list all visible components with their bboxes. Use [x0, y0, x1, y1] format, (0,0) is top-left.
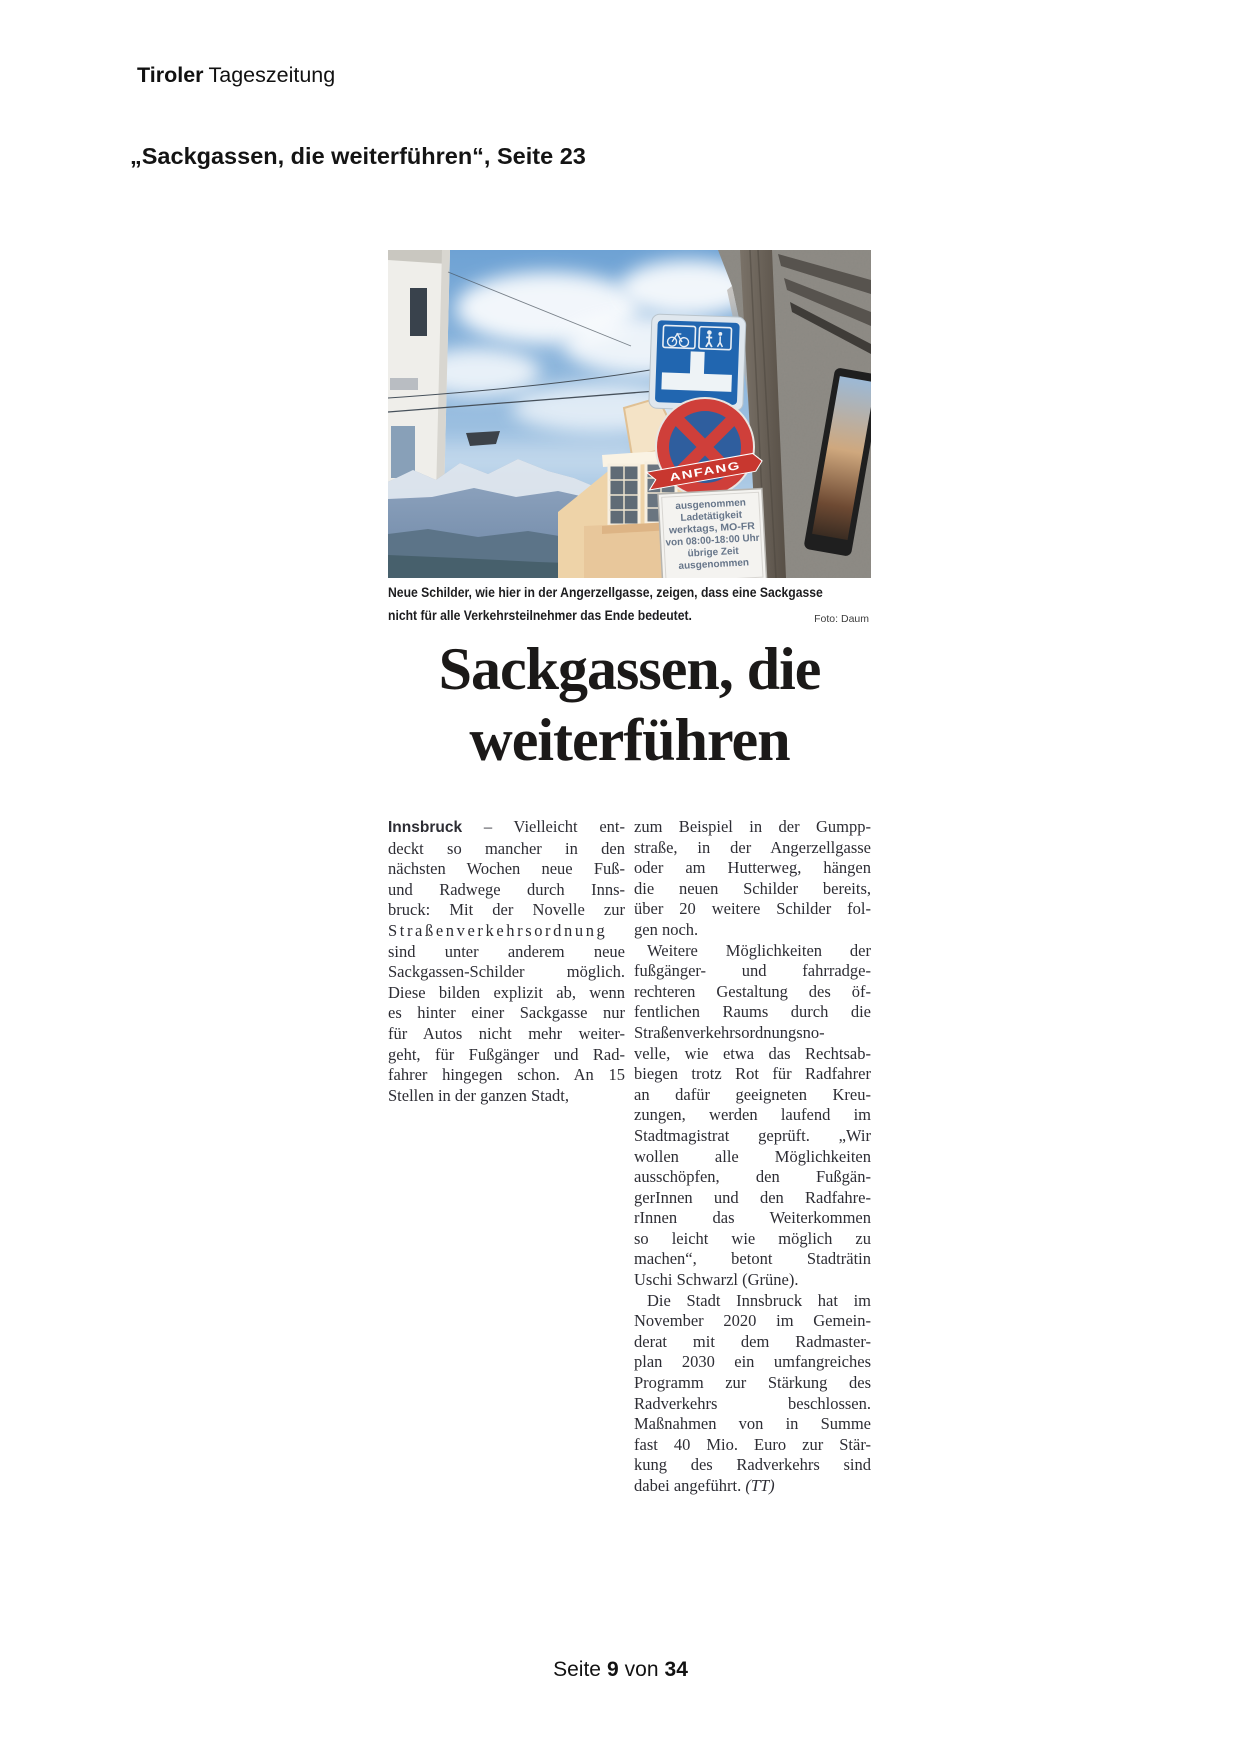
article-text-line: Stellen in der ganzen Stadt,	[388, 1085, 569, 1105]
masthead-title: Tageszeitung	[208, 63, 336, 87]
article-text-line: rInnen das Weiterkommen	[634, 1208, 871, 1228]
article-body	[388, 817, 871, 1517]
article-text-line: Diese bilden explizit ab, wenn	[388, 982, 625, 1002]
anfang-label: ANFANG	[668, 463, 723, 485]
article-text-line: Programm zur Stärkung des	[634, 1373, 871, 1393]
article-text-line: derat mit dem Radmaster-	[634, 1331, 871, 1351]
photo-caption-line: nicht für alle Verkehrsteilnehmer das Ende bedeutet.	[388, 607, 692, 623]
article-headline	[388, 634, 871, 776]
article-text-line: Straßenverkehrsordnungsno-	[634, 1022, 825, 1042]
article-text-line: Innsbruck – Vielleicht ent-	[388, 817, 625, 836]
article-text-line: Radverkehrs beschlossen.	[634, 1393, 871, 1413]
footer-page-number: 9	[606, 1658, 619, 1681]
exception-plate-line: ausgenommen	[678, 557, 750, 573]
article-text-line: gen noch.	[634, 919, 699, 939]
article-text-line: oder am Hutterweg, hängen	[634, 858, 871, 878]
headline-line: Sackgassen, die	[438, 636, 821, 702]
article-text-line: nächsten Wochen neue Fuß-	[388, 859, 625, 879]
article-text-line: fentlichen Raums durch die	[634, 1002, 871, 1022]
article-text-line: deckt so mancher in den	[388, 838, 625, 858]
article-text-line: velle, wie etwa das Rechtsab-	[634, 1043, 871, 1063]
photo-credit: Foto: Daum	[814, 613, 869, 625]
exception-plate	[658, 489, 767, 578]
article-text-line: zungen, werden laufend im	[634, 1105, 871, 1125]
article-text-line: die neuen Schilder bereits,	[634, 878, 871, 898]
article-text-line: Stadtmagistrat geprüft. „Wir	[634, 1125, 871, 1145]
footer-separator: von	[624, 1658, 659, 1681]
article-text-line: Weitere Möglichkeiten der	[647, 940, 871, 960]
article-column-right	[634, 817, 871, 1497]
photo-caption-line: Neue Schilder, wie hier in der Angerzellgasse, zeigen, dass eine Sackgasse	[388, 584, 823, 600]
building-window	[410, 288, 427, 336]
article-text-line: und Radwege durch Inns-	[388, 879, 625, 899]
building-window	[391, 426, 415, 478]
footer-total-pages: 34	[664, 1658, 688, 1681]
article-text-line: sind unter anderem neue	[388, 941, 625, 961]
page-footer	[0, 1658, 1241, 1682]
article-text-line: machen“, betont Stadträtin	[634, 1249, 871, 1269]
article-text-line: bruck: Mit der Novelle zur	[388, 900, 625, 920]
exception-plate-line: von 08:00-18:00 Uhr	[665, 532, 761, 549]
exception-plate-line: übrige Zeit	[687, 545, 739, 560]
article-text-line: so leicht wie möglich zu	[634, 1228, 871, 1248]
exception-plate-line: werktags, MO-FR	[668, 521, 751, 537]
article-text-line: Uschi Schwarzl (Grüne).	[634, 1270, 799, 1290]
street-scene-photo	[388, 250, 871, 578]
photo-caption	[388, 581, 871, 629]
article-text-line: ausschöpfen, den Fußgän-	[634, 1167, 871, 1187]
article-reference-heading: „Sackgassen, die weiterführen“, Seite 23	[130, 143, 586, 169]
article-text-line: an dafür geeigneten Kreu-	[634, 1084, 871, 1104]
street-lamp	[466, 431, 500, 446]
article-text-line: fußgänger- und fahrradge-	[634, 961, 871, 981]
article-photo	[388, 250, 871, 578]
article-text-line: wollen alle Möglichkeiten	[634, 1146, 871, 1166]
dead-end-sign	[649, 314, 746, 411]
masthead-brand: Tiroler	[137, 63, 204, 87]
article-text-line: kung des Radverkehrs sind	[634, 1455, 871, 1475]
masthead	[137, 63, 335, 88]
article-text-line: zum Beispiel in der Gumpp-	[634, 817, 871, 836]
footer-prefix: Seite	[553, 1658, 601, 1681]
article-text-line: plan 2030 ein umfangreiches	[634, 1352, 871, 1372]
article-text-line: geht, für Fußgänger und Rad-	[388, 1044, 625, 1064]
article-text-line: November 2020 im Gemein-	[634, 1311, 871, 1331]
article-text-line: dabei angeführt. (TT)	[634, 1476, 775, 1495]
article-text-line: rechteren Gestaltung des öf-	[634, 981, 871, 1001]
headline-line: weiterführen	[469, 707, 790, 773]
article-text-line: für Autos nicht mehr weiter-	[388, 1023, 625, 1043]
article-text-line: Sackgassen-Schilder möglich.	[388, 962, 625, 982]
article-text-line: Straßenverkehrsordnung	[388, 920, 608, 940]
article-text-line: Die Stadt Innsbruck hat im	[647, 1290, 871, 1310]
article-text-line: fast 40 Mio. Euro zur Stär-	[634, 1434, 871, 1454]
article-text-line: Maßnahmen von in Summe	[634, 1414, 871, 1434]
article-text-line: fahrer hingegen schon. An 15	[388, 1065, 625, 1085]
article-text-line: über 20 weitere Schilder fol-	[634, 899, 871, 919]
article-text-line: biegen trotz Rot für Radfahrer	[634, 1064, 871, 1084]
article-text-line: gerInnen und den Radfahre-	[634, 1187, 871, 1207]
exception-plate-line: Ladetätigkeit	[680, 509, 743, 524]
article-column-left	[388, 817, 625, 1106]
article-text-line: es hinter einer Sackgasse nur	[388, 1003, 625, 1023]
article-text-line: straße, in der Angerzellgasse	[634, 837, 871, 857]
exception-plate-line: ausgenommen	[675, 497, 747, 513]
